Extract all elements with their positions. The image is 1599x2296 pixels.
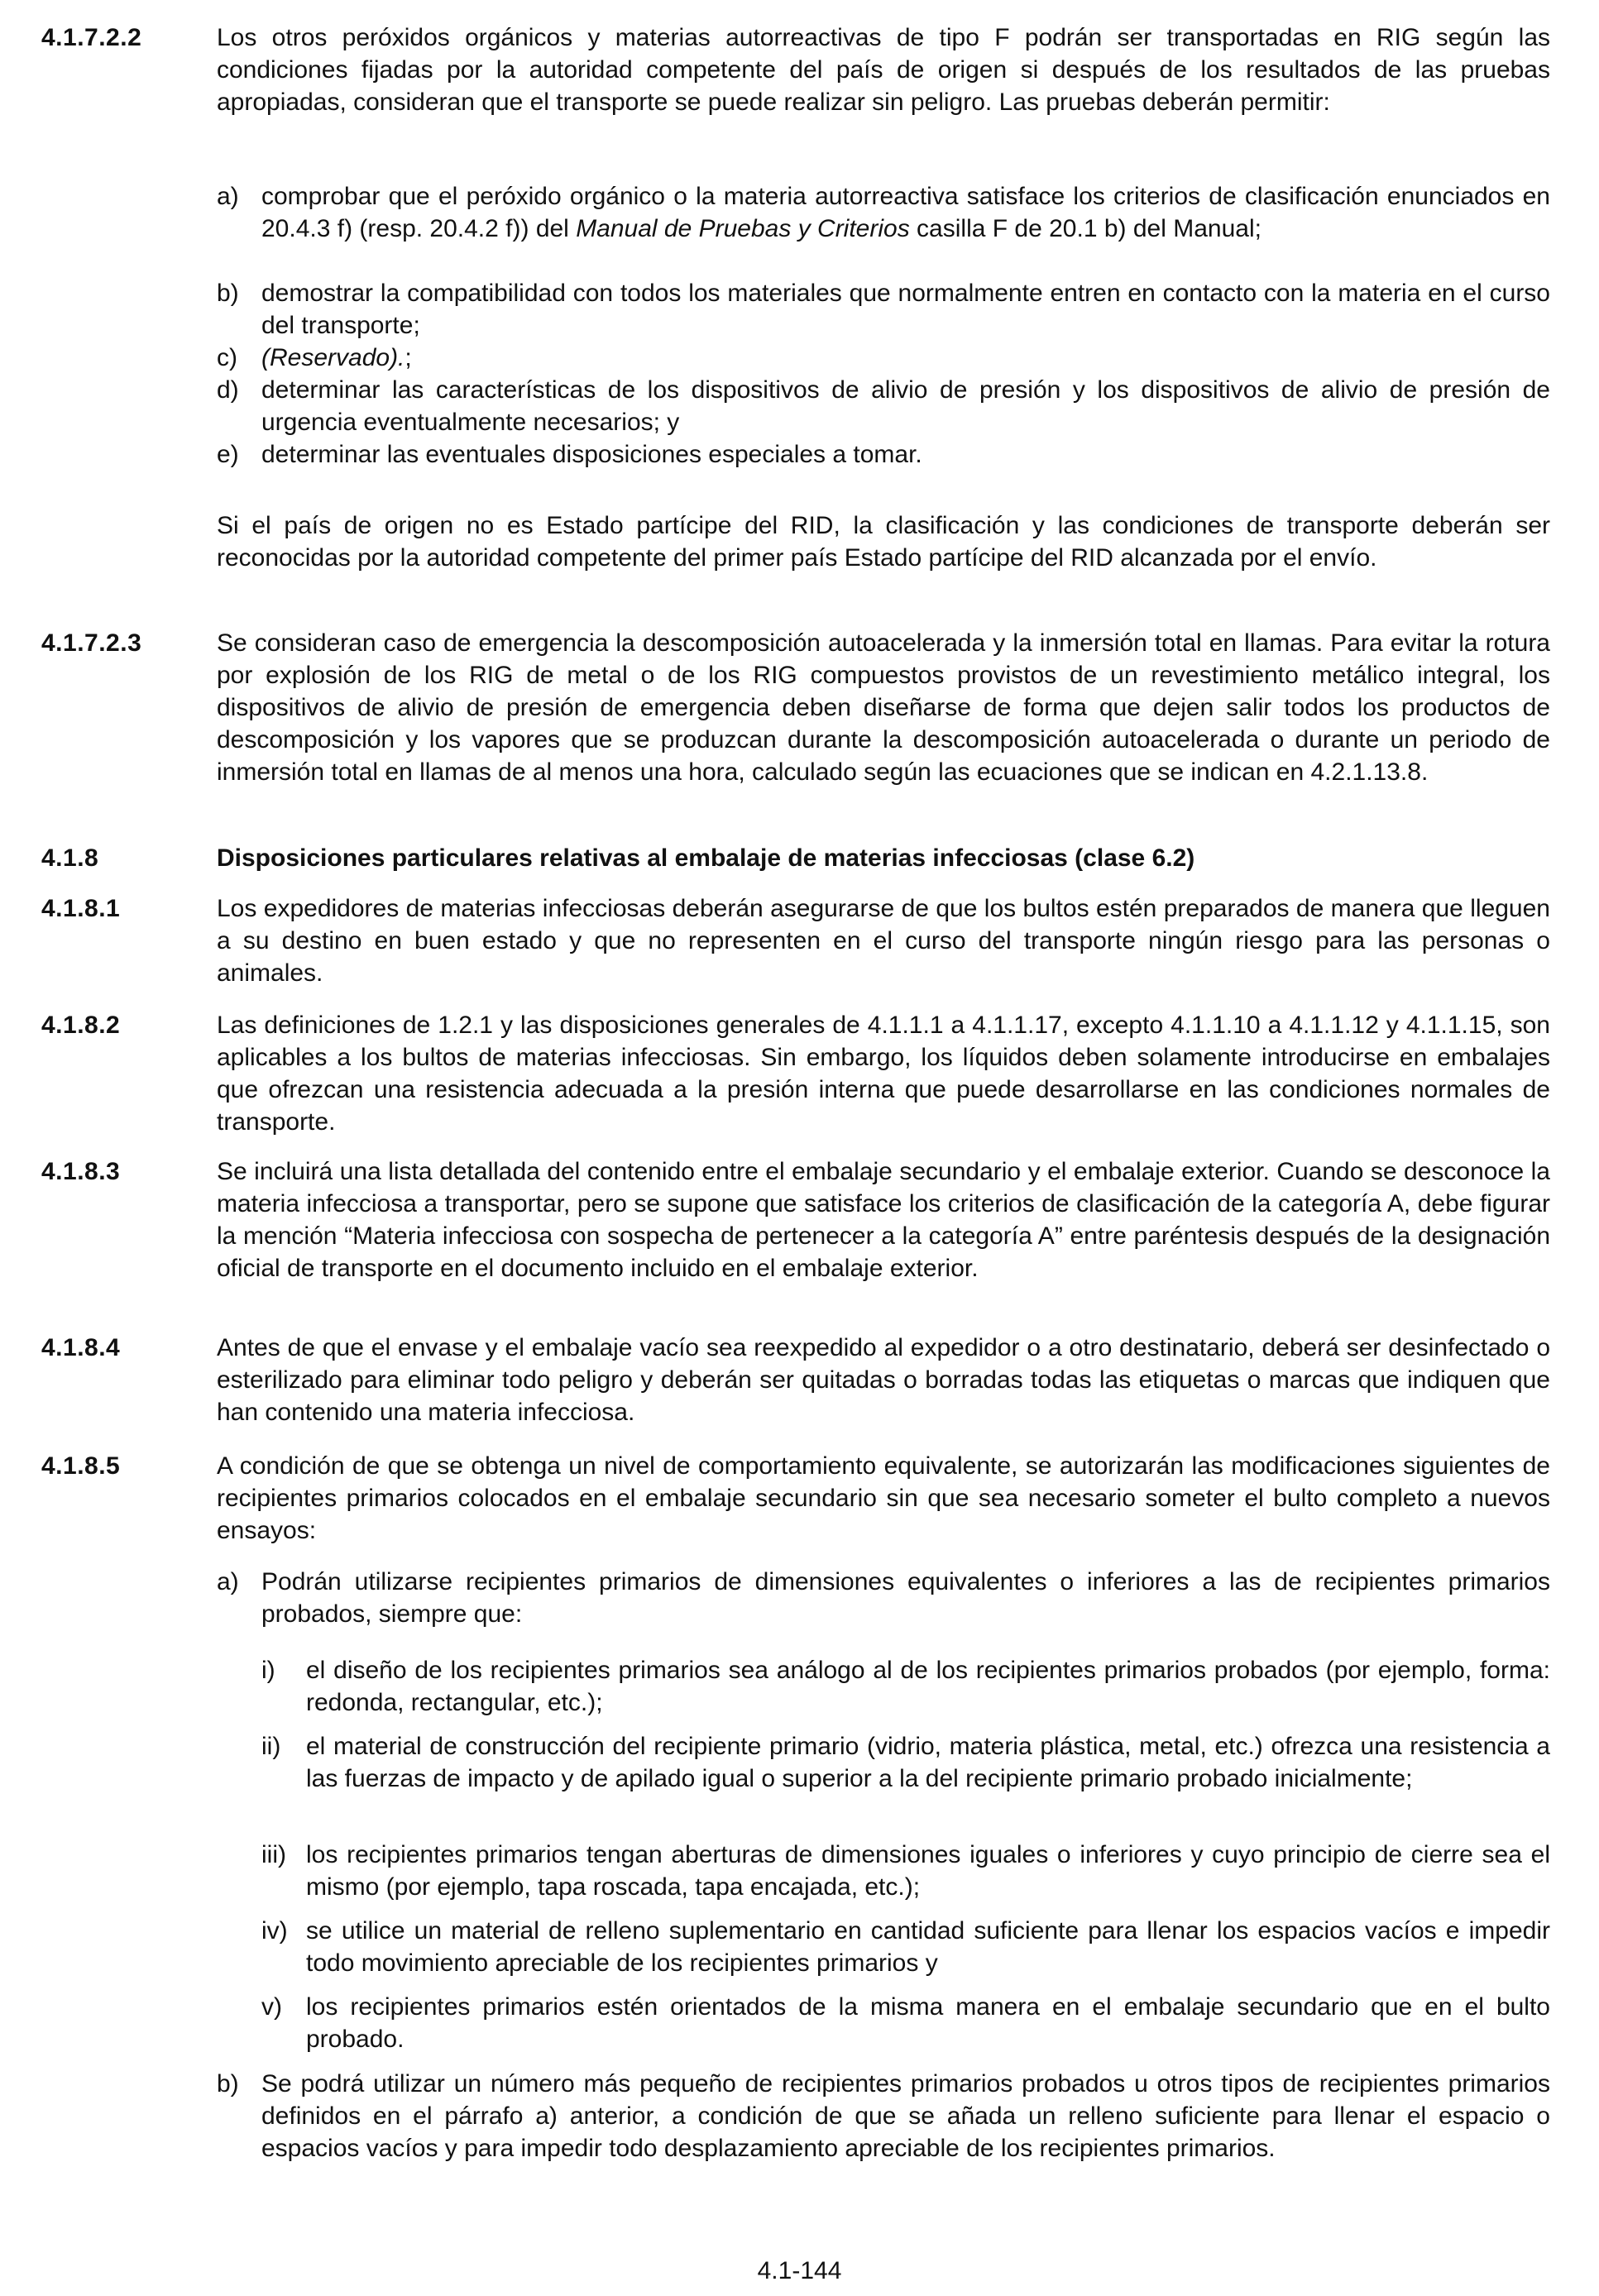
list-item-text: determinar las características de los dispositivos de alivio de presión y los dispositivos de alivio de presión de urgencia eventualmente necesarios; y xyxy=(261,376,1550,436)
section-number: 4.1.8.3 xyxy=(41,1158,121,1185)
section-number: 4.1.7.2.3 xyxy=(41,629,142,657)
list-item-text: determinar las eventuales disposiciones especiales a tomar. xyxy=(261,441,922,468)
section-paragraph: Las definiciones de 1.2.1 y las disposiciones generales de 4.1.1.1 a 4.1.1.17, excepto 4.1.1.10 a 4.1.1.12 y 4.1.1.15, son aplicables a los bultos de materias infecciosas. Sin embargo, los líquidos deben solamente introducirse en embalajes que ofrezcan una resistencia adecuada a la presión interna que puede desarrollarse en las condiciones normales de transporte. xyxy=(217,1012,1550,1136)
section-paragraph: Los expedidores de materias infecciosas deberán asegurarse de que los bultos estén preparados de manera que lleguen a su destino en buen estado y que no representen en el curso del transporte ningún riesgo para las personas o animales. xyxy=(217,895,1550,987)
sublist-label: iii) xyxy=(261,1841,286,1868)
section-paragraph: A condición de que se obtenga un nivel de comportamiento equivalente, se autorizarán las modificaciones siguientes de recipientes primarios colocados en el embalaje secundario sin que sea necesario someter el bulto completo a nuevos ensayos: xyxy=(217,1452,1550,1544)
list-label: b) xyxy=(217,2070,239,2097)
sublist-label: iv) xyxy=(261,1917,288,1944)
sublist-label: ii) xyxy=(261,1733,281,1760)
list-label: c) xyxy=(217,344,237,371)
sublist-item-text: los recipientes primarios estén orientados de la misma manera en el embalaje secundario que en el bulto probado. xyxy=(306,1993,1550,2053)
list-item-text: (Reservado).; xyxy=(261,344,412,371)
list-label: a) xyxy=(217,183,239,210)
section-paragraph: Los otros peróxidos orgánicos y materias autorreactivas de tipo F podrán ser transportadas en RIG según las condiciones fijadas por la autoridad competente del país de origen si después de los resultados de las pruebas apropiadas, consideran que el transporte se puede realizar sin peligro. Las pruebas deberán permitir: xyxy=(217,24,1550,116)
page-number: 4.1-144 xyxy=(757,2257,842,2284)
section-number: 4.1.7.2.2 xyxy=(41,24,142,51)
section-paragraph: Antes de que el envase y el embalaje vacío sea reexpedido al expedidor o a otro destinatario, deberá ser desinfectado o esterilizado para eliminar todo peligro y deberán ser quitadas o borradas todas las etiquetas o marcas que indiquen que han contenido una materia infecciosa. xyxy=(217,1334,1550,1426)
list-label: e) xyxy=(217,441,239,468)
section-title: Disposiciones particulares relativas al embalaje de materias infecciosas (clase 6.2) xyxy=(217,844,1195,872)
sublist-item-text: el material de construcción del recipiente primario (vidrio, materia plástica, metal, etc.) ofrezca una resistencia a las fuerzas de impacto y de apilado igual o superior a la del recipiente primario probado inicialmente; xyxy=(306,1733,1550,1792)
list-item-text: Podrán utilizarse recipientes primarios de dimensiones equivalentes o inferiores a las de recipientes primarios probados, siempre que: xyxy=(261,1568,1550,1628)
section-paragraph: Si el país de origen no es Estado partícipe del RID, la clasificación y las condiciones de transporte deberán ser reconocidas por la autoridad competente del primer país Estado partícipe del RID alcanzada por el envío. xyxy=(217,512,1550,572)
list-label: b) xyxy=(217,280,239,307)
section-number: 4.1.8.1 xyxy=(41,895,121,922)
section-number: 4.1.8.5 xyxy=(41,1452,121,1480)
sublist-item-text: los recipientes primarios tengan aberturas de dimensiones iguales o inferiores y cuyo principio de cierre sea el mismo (por ejemplo, tapa roscada, tapa encajada, etc.); xyxy=(306,1841,1550,1901)
list-label: a) xyxy=(217,1568,239,1595)
sublist-item-text: se utilice un material de relleno suplementario en cantidad suficiente para llenar los espacios vacíos e impedir todo movimiento apreciable de los recipientes primarios y xyxy=(306,1917,1550,1977)
sublist-label: v) xyxy=(261,1993,282,2021)
sublist-label: i) xyxy=(261,1657,275,1684)
sublist-item-text: el diseño de los recipientes primarios sea análogo al de los recipientes primarios probados (por ejemplo, forma: redonda, rectangular, etc.); xyxy=(306,1657,1550,1716)
list-item-text: comprobar que el peróxido orgánico o la materia autorreactiva satisface los criterios de clasificación enunciados en 20.4.3 f) (resp. 20.4.2 f)) del Manual de Pruebas y Criterios casilla F de 20.1 b) del Manual; xyxy=(261,183,1550,242)
section-number: 4.1.8.4 xyxy=(41,1334,121,1361)
list-label: d) xyxy=(217,376,239,404)
list-item-text: demostrar la compatibilidad con todos los materiales que normalmente entren en contacto con la materia en el curso del transporte; xyxy=(261,280,1550,339)
list-item-text: Se podrá utilizar un número más pequeño de recipientes primarios probados u otros tipos de recipientes primarios definidos en el párrafo a) anterior, a condición de que se añada un relleno suficiente para llenar el espacio o espacios vacíos y para impedir todo desplazamiento apreciable de los recipientes primarios. xyxy=(261,2070,1550,2162)
section-paragraph: Se consideran caso de emergencia la descomposición autoacelerada y la inmersión total en llamas. Para evitar la rotura por explosión de los RIG de metal o de los RIG compuestos provistos de un revestimiento metálico integral, los dispositivos de alivio de presión de emergencia deben diseñarse de forma que dejen salir todos los productos de descomposición y los vapores que se produzcan durante la descomposición autoacelerada o durante un periodo de inmersión total en llamas de al menos una hora, calculado según las ecuaciones que se indican en 4.2.1.13.8. xyxy=(217,629,1550,786)
section-paragraph: Se incluirá una lista detallada del contenido entre el embalaje secundario y el embalaje exterior. Cuando se desconoce la materia infecciosa a transportar, pero se supone que satisface los criterios de clasificación de la categoría A, debe figurar la mención “Materia infecciosa con sospecha de pertenecer a la categoría A” entre paréntesis después de la designación oficial de transporte en el documento incluido en el embalaje exterior. xyxy=(217,1158,1550,1282)
section-number: 4.1.8.2 xyxy=(41,1012,121,1039)
section-number: 4.1.8 xyxy=(41,844,99,872)
